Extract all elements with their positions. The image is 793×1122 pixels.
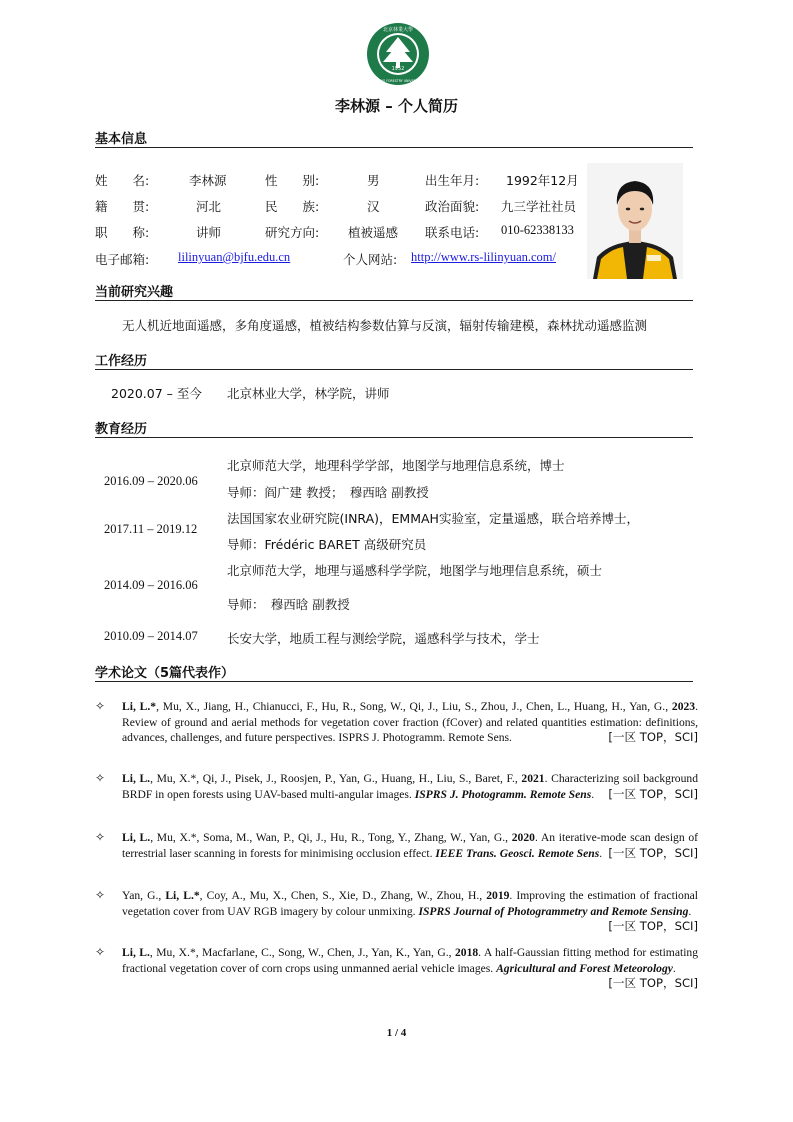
education-advisor: 导师：Frédéric BARET 高级研究员: [227, 537, 427, 552]
publication-author-highlight: Li, L.*: [165, 889, 200, 902]
publication-year: 2018: [454, 946, 479, 959]
section-rule: [95, 369, 693, 370]
section-heading-work: 工作经历: [95, 354, 148, 369]
publication-venue: ISPRS Journal of Photogrammetry and Remote Sensing: [418, 904, 689, 918]
section-rule: [95, 437, 693, 438]
logo-year: 1952: [391, 66, 405, 72]
publication-authors: , Mu, X.*, Macfarlane, C., Song, W., Chen, J., Yan, K., Yan, G.,: [149, 946, 455, 959]
publication-title: . Improving the estimation of fractional vegetation cover from UAV RGB imagery by colour unmixing.: [122, 889, 698, 918]
education-period: 2016.09 – 2020.06: [104, 474, 198, 488]
research-interest-text: 无人机近地面遥感，多角度遥感，植被结构参数估算与反演，辐射传输建模，森林扰动遥感监测: [122, 318, 648, 333]
gender-value: 男: [367, 173, 380, 188]
origin-value: 河北: [196, 199, 222, 214]
phone-value: 010-62338133: [501, 223, 574, 237]
education-advisor: 导师： 穆西晗 副教授: [227, 597, 350, 612]
bullet-icon: ✧: [95, 771, 106, 785]
page-title: 李林源 – 个人简历: [335, 97, 458, 115]
publication-title: . An iterative-mode scan design of terrestrial laser scanning in forests for minimising occlusion effect.: [122, 831, 698, 860]
publication-author-highlight: Li, L.: [122, 772, 151, 785]
section-heading-basic: 基本信息: [95, 132, 148, 147]
publication-year: 2023: [671, 700, 696, 713]
publication-author-highlight: Li, L.*: [122, 700, 157, 713]
page-number: 1 / 4: [386, 1027, 407, 1039]
bullet-icon: ✧: [95, 830, 106, 844]
education-detail: 北京师范大学，地理科学学部，地图学与地理信息系统，博士: [227, 458, 565, 473]
publication-year: 2020: [511, 831, 535, 844]
education-detail: 法国国家农业研究院(INRA)，EMMAH实验室，定量遥感，联合培养博士，: [227, 511, 639, 526]
bullet-icon: ✧: [95, 699, 106, 713]
publication-tag: [一区 TOP，SCI]: [608, 786, 698, 801]
publication-tag: [一区 TOP，SCI]: [608, 976, 698, 991]
education-detail: 长安大学，地质工程与测绘学院，遥感科学与技术，学士: [227, 631, 540, 646]
education-advisor: 导师：阎广建 教授； 穆西晗 副教授: [227, 485, 429, 500]
publication-title: . A half-Gaussian fitting method for estimating fractional vegetation cover of corn crops using unmanned aerial vehicle images.: [122, 946, 699, 975]
logo-bottom-text: BEIJING FORESTRY UNIVERSITY: [373, 79, 423, 83]
publication-venue: Agricultural and Forest Meteorology: [496, 961, 673, 975]
email-label: 电子邮箱:: [95, 252, 150, 267]
publication-entry: Li, L., Mu, X.*, Soma, M., Wan, P., Qi, J., Hu, R., Tong, Y., Zhang, W., Yan, G., 2020. An iterative-mode scan design of terrestrial laser scanning in forests for minimising occlusion effect. IEEE Trans. Geosci. Remote Sens. [一区 TOP，SCI]: [122, 831, 698, 860]
publication-venue: ISPRS J. Photogramm. Remote Sens: [414, 787, 592, 801]
name-value: 李林源: [189, 173, 227, 188]
ethnic-value: 汉: [367, 199, 380, 214]
university-seal-icon: [366, 22, 430, 86]
section-rule: [95, 681, 693, 682]
publication-title: . Characterizing soil background BRDF in open forests using UAV-based multi-angular images.: [122, 772, 698, 801]
publication-venue: IEEE Trans. Geosci. Remote Sens: [435, 846, 600, 860]
politic-label: 政治面貌:: [425, 199, 480, 214]
website-link[interactable]: http://www.rs-lilinyuan.com/: [411, 250, 557, 264]
publication-title: . Review of ground and aerial methods for vegetation cover fraction (fCover) and related quantities estimation: definitions, advances, challenges, and future perspectives. ISPRS J. Photogramm. Remote Sens.: [122, 700, 698, 745]
field-label: 研究方向:: [265, 225, 320, 240]
education-period: 2017.11 – 2019.12: [104, 522, 198, 536]
publication-authors: , Mu, X., Jiang, H., Chianucci, F., Hu, R., Song, W., Qi, J., Liu, S., Zhou, J., Chen, L., Huang, H., Yan, G.,: [156, 700, 672, 713]
field-value: 植被遥感: [348, 225, 399, 240]
bullet-icon: ✧: [95, 945, 106, 959]
origin-label: 籍 贯:: [95, 199, 150, 214]
profile-photo: [587, 163, 683, 279]
section-heading-interest: 当前研究兴趣: [95, 285, 174, 300]
name-label: 姓 名:: [95, 173, 150, 188]
publication-tag: [一区 TOP，SCI]: [608, 730, 698, 745]
website-label: 个人网站:: [343, 252, 398, 267]
publication-entry: Li, L., Mu, X.*, Macfarlane, C., Song, W., Chen, J., Yan, K., Yan, G., 2018. A half-Gaussian fitting method for estimating fractional vegetation cover of corn crops using unmanned aerial vehicle images. Agricultural and Forest Meteorology. [一区 TOP，SCI]: [122, 946, 699, 991]
phone-label: 联系电话:: [425, 225, 480, 240]
section-rule: [95, 147, 693, 148]
education-period: 2010.09 – 2014.07: [104, 629, 198, 643]
education-detail: 北京师范大学，地理与遥感科学学院，地图学与地理信息系统，硕士: [227, 563, 603, 578]
publication-authors: , Mu, X.*, Soma, M., Wan, P., Qi, J., Hu, R., Tong, Y., Zhang, W., Yan, G.,: [150, 831, 512, 844]
section-heading-papers: 学术论文（5篇代表作）: [95, 666, 235, 681]
title-value: 讲师: [196, 225, 222, 240]
publication-year: 2019: [486, 889, 510, 902]
education-period: 2014.09 – 2016.06: [104, 578, 198, 592]
gender-label: 性 别:: [265, 173, 320, 188]
publication-author-highlight: Li, L.: [122, 946, 150, 959]
publication-entry: Yan, G., Li, L.*, Coy, A., Mu, X., Chen, S., Xie, D., Zhang, W., Zhou, H., 2019. Improving the estimation of fractional vegetation cover from UAV RGB imagery by colour unmixing. ISPRS Journal of Photogrammetry and Remote Sensing. [一区 TOP，SCI]: [122, 889, 698, 934]
publication-entry: Li, L., Mu, X.*, Qi, J., Pisek, J., Roosjen, P., Yan, G., Huang, H., Liu, S., Baret, F., 2021. Characterizing soil background BRDF in open forests using UAV-based multi-angular images. ISPRS J. Photogramm. Remote Sens. [一区 TOP，SCI]: [122, 772, 698, 801]
logo-top-text: 北京林業大學: [382, 27, 414, 33]
publication-tag: [一区 TOP，SCI]: [608, 919, 698, 934]
publication-entry: [122, 699, 698, 746]
section-rule: [95, 300, 693, 301]
birth-value: 1992年12月: [506, 173, 579, 188]
publication-year: 2021: [521, 772, 545, 785]
politic-value: 九三学社社员: [501, 199, 577, 214]
email-link[interactable]: lilinyuan@bjfu.edu.cn: [178, 250, 291, 264]
publication-author-highlight: Li, L.: [122, 831, 151, 844]
work-description: 北京林业大学，林学院，讲师: [227, 386, 390, 401]
work-period: 2020.07 – 至今: [111, 386, 202, 401]
publication-authors: , Coy, A., Mu, X., Chen, S., Xie, D., Zhang, W., Zhou, H.,: [199, 889, 487, 902]
publication-authors-pre: Yan, G.,: [122, 889, 166, 902]
publication-authors: , Mu, X.*, Qi, J., Pisek, J., Roosjen, P., Yan, G., Huang, H., Liu, S., Baret, F.,: [150, 772, 522, 785]
publication-tag: [一区 TOP，SCI]: [608, 845, 698, 860]
section-heading-education: 教育经历: [95, 422, 148, 437]
title-label: 职 称:: [95, 225, 150, 240]
university-logo: [366, 22, 430, 86]
bullet-icon: ✧: [95, 888, 106, 902]
ethnic-label: 民 族:: [265, 199, 320, 214]
birth-label: 出生年月:: [425, 173, 480, 188]
